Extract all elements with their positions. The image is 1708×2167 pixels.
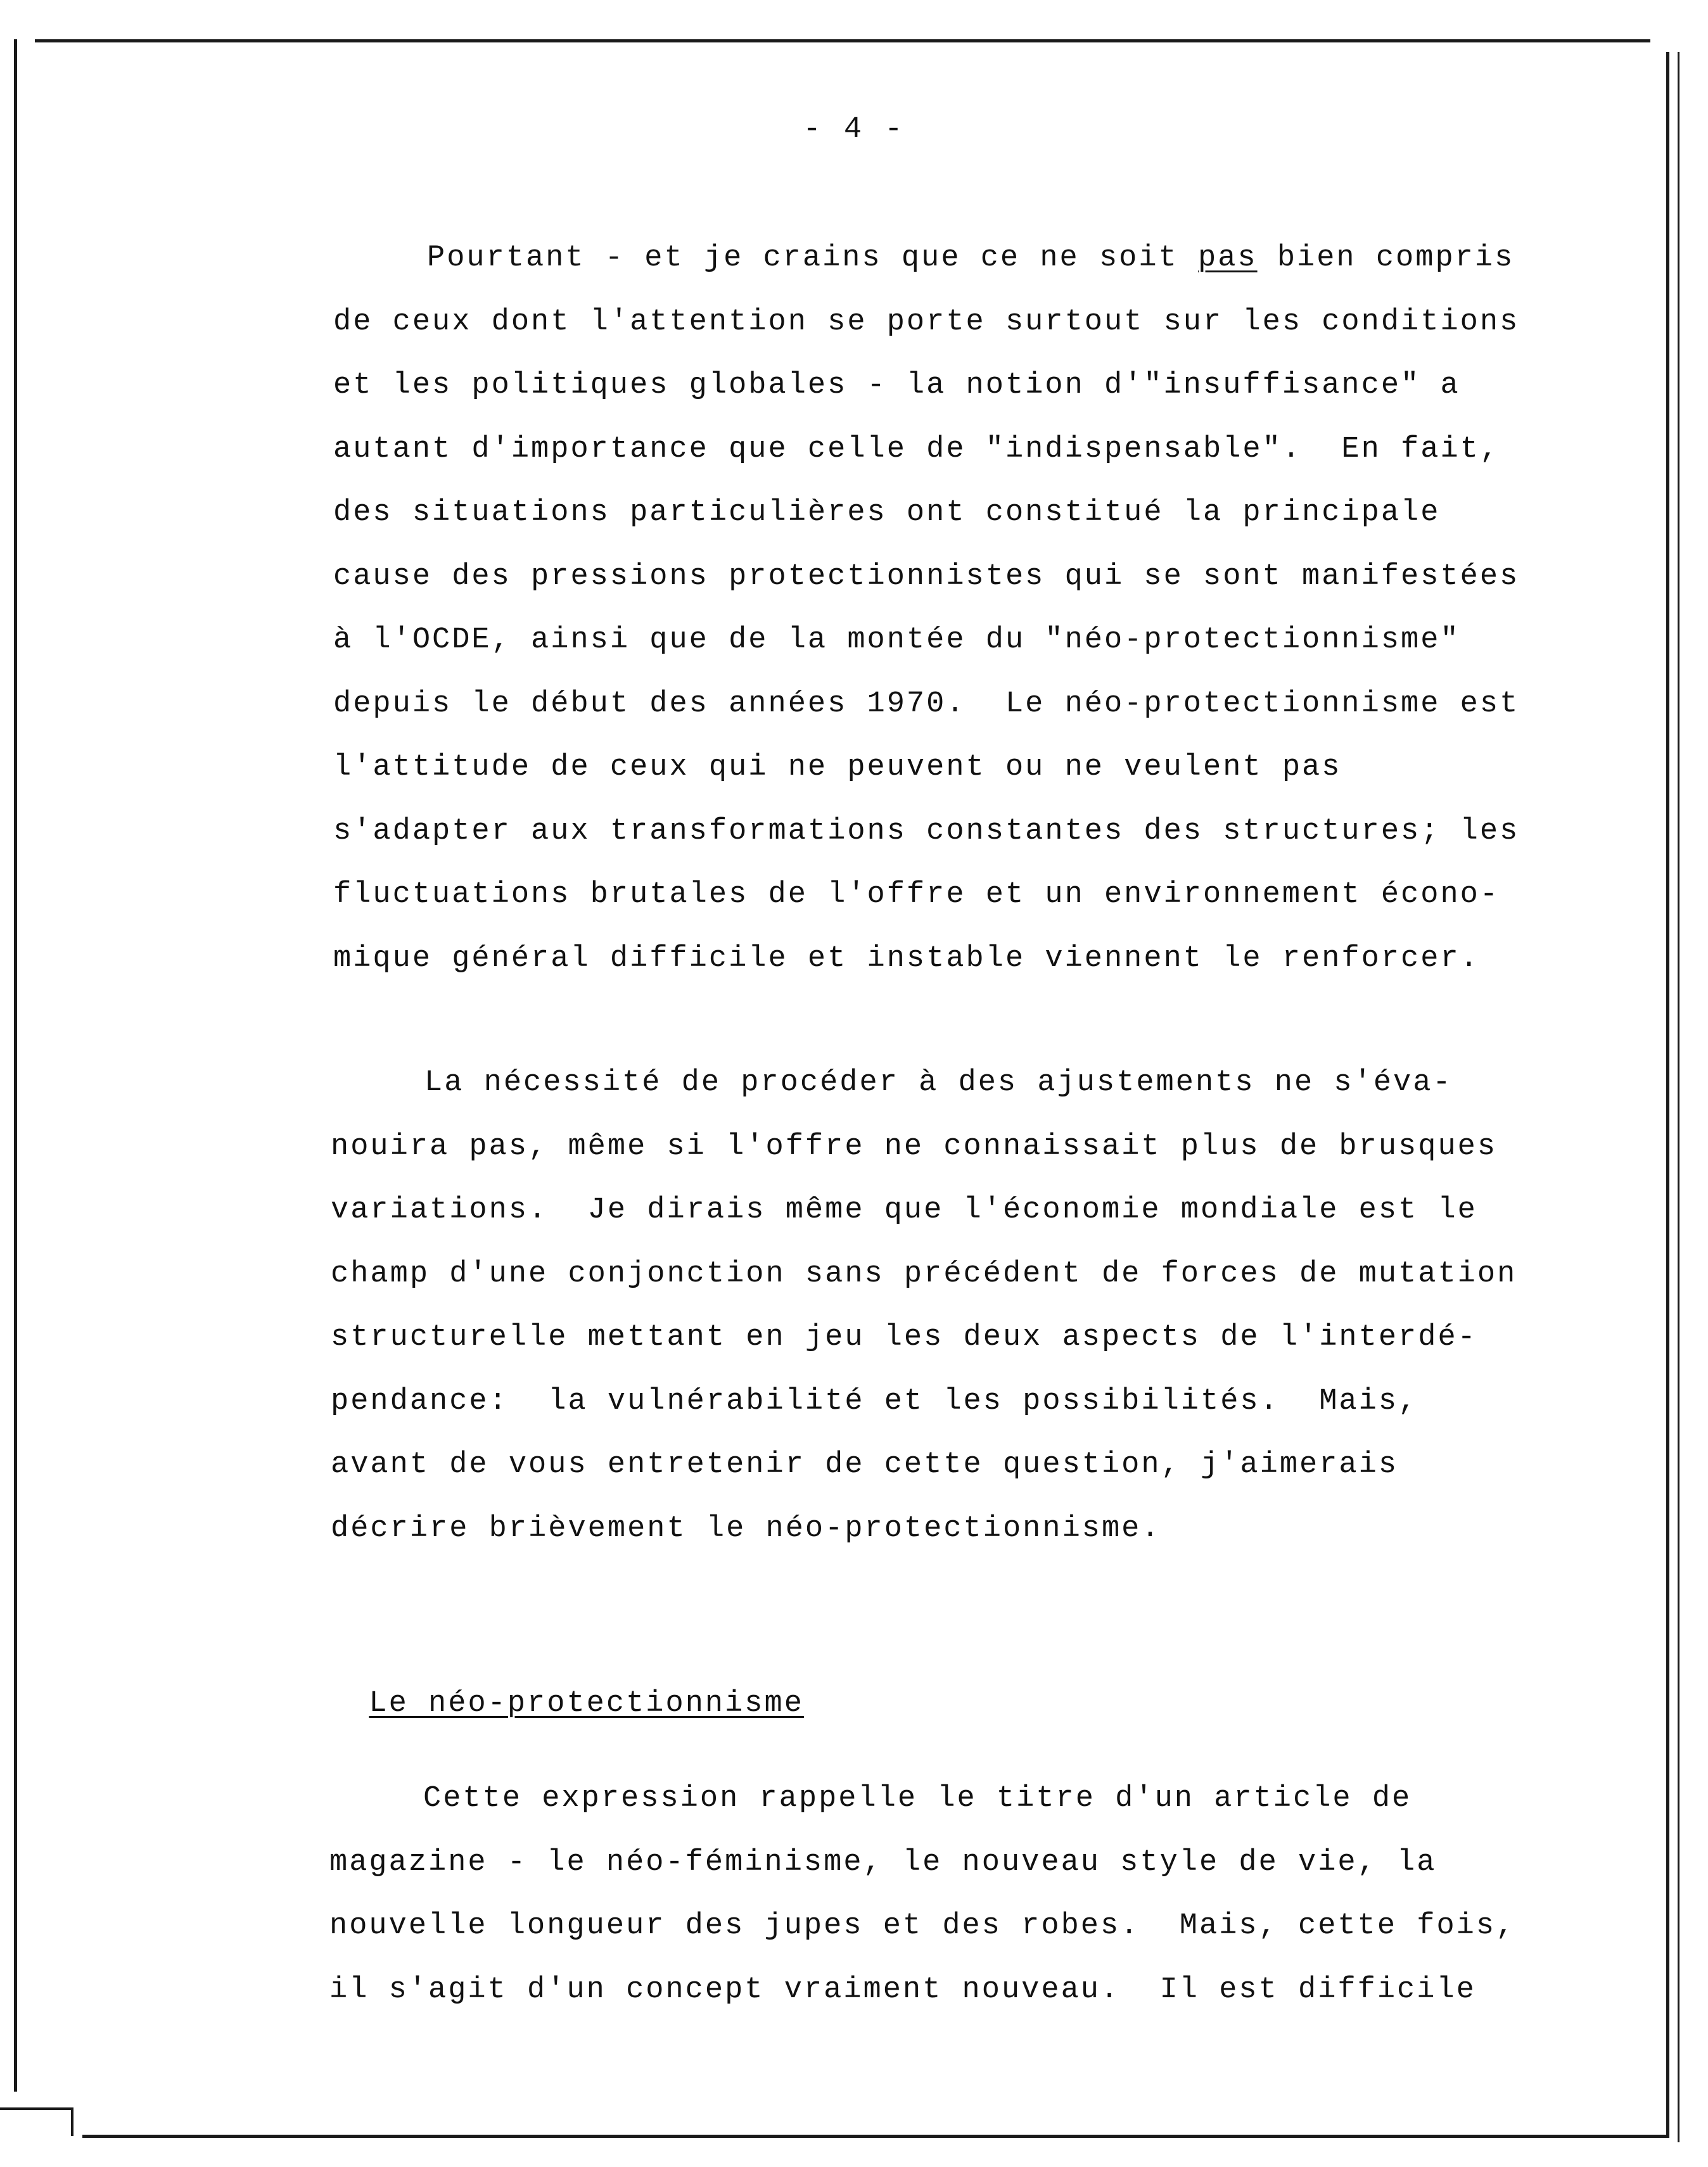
text-line — [333, 303, 1519, 341]
text-line — [329, 1844, 1436, 1882]
section-heading-text: Le néo-protectionnisme — [369, 1687, 804, 1720]
text-line — [331, 1128, 1497, 1166]
text-segment: Cette expression rappelle le titre d'un article de — [423, 1782, 1412, 1815]
text-line — [333, 494, 1440, 532]
text-line — [333, 876, 1500, 914]
text-line — [333, 367, 1460, 405]
text-segment: s'adapter aux transformations constantes des structures; les — [333, 814, 1520, 848]
text-line — [331, 1383, 1418, 1421]
page-number: - 4 - — [803, 113, 905, 146]
page-border-bottom — [82, 2135, 1669, 2138]
section-heading — [329, 1647, 804, 1723]
text-line — [427, 239, 1514, 277]
text-line — [333, 558, 1519, 596]
page-border-top — [35, 39, 1650, 42]
text-segment: avant de vous entretenir de cette question, j'aimerais — [331, 1448, 1399, 1482]
text-segment: mique général difficile et instable viennent le renforcer. — [333, 941, 1480, 975]
text-line — [331, 1319, 1477, 1357]
text-line — [333, 431, 1500, 469]
page-border-right — [1666, 52, 1669, 2136]
text-segment: structurelle mettant en jeu les deux aspects de l'interdé- — [331, 1321, 1477, 1354]
text-segment: depuis le début des années 1970. Le néo-protectionnisme est — [333, 687, 1520, 721]
underlined-word: pas — [1197, 241, 1258, 275]
text-segment: champ d'une conjonction sans précédent de forces de mutation — [331, 1257, 1517, 1291]
page-border-bottom-left-hook — [71, 2107, 73, 2136]
text-line — [333, 940, 1480, 978]
text-line — [331, 1446, 1398, 1484]
text-segment: et les politiques globales - la notion d'"insuffisance" a — [333, 369, 1460, 402]
text-segment: il s'agit d'un concept vraiment nouveau. Il est difficile — [329, 1973, 1476, 2007]
text-segment: bien compris — [1257, 241, 1515, 275]
text-segment: l'attitude de ceux qui ne peuvent ou ne veulent pas — [333, 751, 1342, 784]
text-segment: pendance: la vulnérabilité et les possibilités. Mais, — [331, 1384, 1418, 1418]
text-line — [333, 685, 1519, 723]
text-segment: magazine - le néo-féminisme, le nouveau style de vie, la — [329, 1845, 1437, 1879]
text-line — [329, 1971, 1476, 2009]
text-segment: variations. Je dirais même que l'économie mondiale est le — [331, 1193, 1477, 1227]
page-border-left — [14, 39, 17, 2092]
text-segment: La nécessité de procéder à des ajustements ne s'éva- — [424, 1066, 1453, 1100]
text-segment: décrire brièvement le néo-protectionnisme. — [331, 1511, 1161, 1546]
text-line — [329, 1907, 1515, 1945]
text-segment: fluctuations brutales de l'offre et un environnement écono- — [333, 878, 1500, 912]
text-line — [333, 621, 1460, 659]
text-segment: nouira pas, même si l'offre ne connaissait plus de brusques — [331, 1129, 1498, 1164]
text-line — [331, 1510, 1161, 1548]
text-segment: nouvelle longueur des jupes et des robes. Mais, cette fois, — [329, 1909, 1516, 1943]
page-border-right-outer — [1678, 52, 1679, 2142]
text-line — [331, 1192, 1477, 1230]
text-segment: Pourtant - et je crains que ce ne soit — [427, 241, 1198, 275]
text-segment: de ceux dont l'attention se porte surtout sur les conditions — [333, 305, 1520, 339]
text-line — [424, 1064, 1453, 1102]
text-line — [333, 749, 1341, 787]
page-border-bottom-left-tick — [0, 2107, 73, 2110]
text-segment: des situations particulières ont constitué la principale — [333, 496, 1441, 530]
text-segment: cause des pressions protectionnistes qui se sont manifestées — [333, 559, 1520, 594]
text-segment: autant d'importance que celle de "indispensable". En fait, — [333, 432, 1500, 466]
text-line — [333, 813, 1519, 851]
text-line — [331, 1255, 1517, 1293]
text-segment: à l'OCDE, ainsi que de la montée du "néo-protectionnisme" — [333, 623, 1460, 657]
text-line — [423, 1780, 1412, 1818]
